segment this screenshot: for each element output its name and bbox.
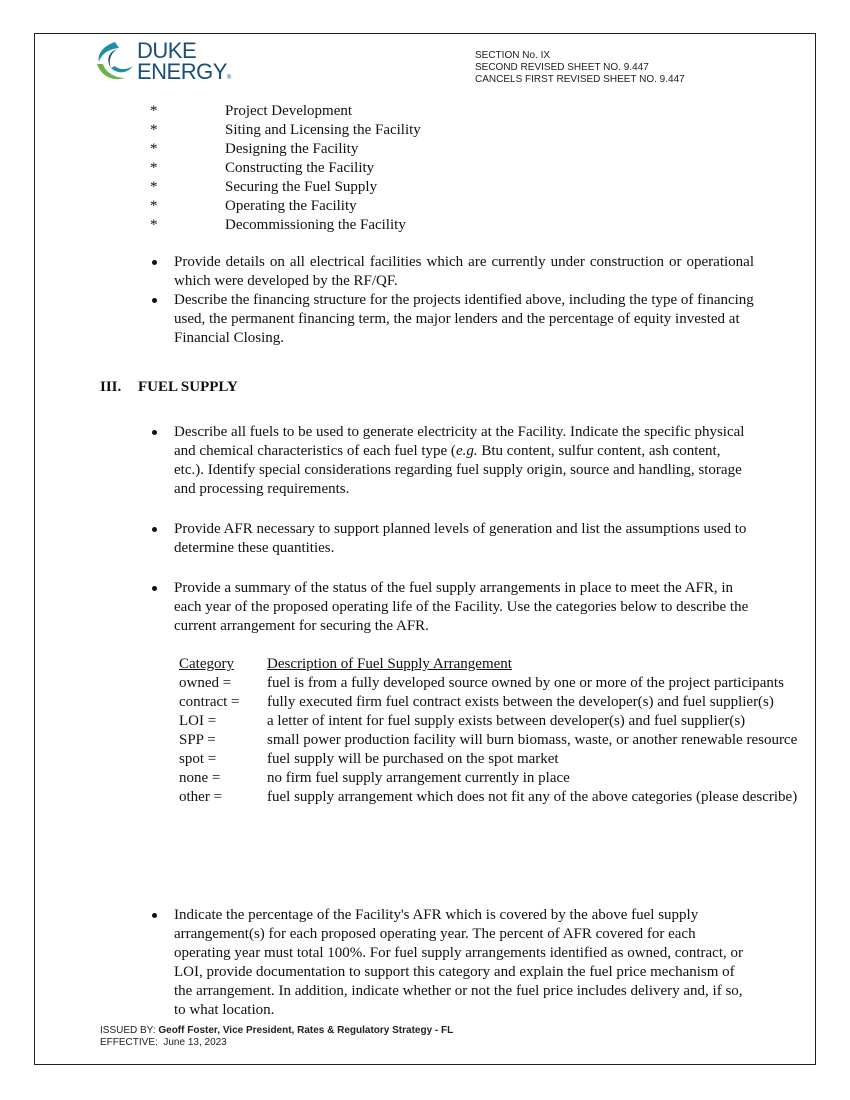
- bullet-text: Describe the financing structure for the projects identified above, including the type of financing used, the permanent financing term, the major lenders and the percentage of equity invested at Financial Closing.: [174, 292, 754, 346]
- list-item: [150, 197, 421, 216]
- category-description: small power production facility will burn biomass, waste, or another renewable resource: [267, 732, 798, 748]
- bullet-item: [148, 906, 754, 1020]
- bullet-text: Provide a summary of the status of the fuel supply arrangements in place to meet the AFR, in each year of the proposed operating life of the Facility. Use the categories below to describe the current arrangement for securing the AFR.: [174, 580, 749, 634]
- table-row: [179, 731, 802, 750]
- asterisk-marker: *: [150, 141, 158, 157]
- asterisk-marker: *: [150, 103, 158, 119]
- bullet-item: [148, 423, 754, 499]
- effective-date: June 13, 2023: [163, 1037, 227, 1048]
- section-heading: [100, 378, 238, 397]
- cancels-sheet-number: CANCELS FIRST REVISED SHEET NO. 9.447: [475, 74, 685, 85]
- category-name: none =: [179, 770, 221, 786]
- category-name: owned =: [179, 675, 232, 691]
- bullet-text-italic: e.g.: [455, 443, 478, 459]
- bullet-item: [148, 579, 754, 636]
- bullet-icon: [148, 579, 174, 636]
- activity-list: [150, 102, 421, 235]
- logo-registered-mark: ®: [226, 75, 232, 81]
- fuel-bullet-2: [148, 520, 754, 558]
- asterisk-marker: *: [150, 179, 158, 195]
- bullet-item: [148, 520, 754, 558]
- list-item: [150, 178, 421, 197]
- category-description: a letter of intent for fuel supply exists between developer(s) and fuel supplier(s): [267, 713, 746, 729]
- issued-by-label: ISSUED BY:: [100, 1025, 159, 1036]
- section-heading-number: III.: [100, 379, 122, 395]
- section-heading-title: FUEL SUPPLY: [138, 379, 238, 395]
- bullet-text: Btu content, sulfur content, ash content, etc.). Identify special considerations regarding fuel supply origin, source and handling, storage and processing requirements.: [174, 443, 742, 497]
- section-number: SECTION No. IX: [475, 50, 551, 61]
- bullet-icon: [148, 291, 174, 348]
- sheet-footer: [100, 1025, 453, 1049]
- effective-label: EFFECTIVE:: [100, 1037, 158, 1048]
- table-row: [179, 674, 802, 693]
- facility-bullet-list: [148, 253, 754, 348]
- list-item-text: Securing the Fuel Supply: [225, 179, 378, 195]
- fuel-bullet-4: [148, 906, 754, 1020]
- duke-energy-logo: [95, 40, 245, 90]
- table-header-row: [179, 655, 802, 674]
- list-item-text: Siting and Licensing the Facility: [225, 122, 421, 138]
- fuel-category-table: [179, 655, 802, 807]
- bullet-text: Provide details on all electrical facilities which are currently under construction or operational which were developed by the RF/QF.: [174, 254, 754, 289]
- fuel-bullet-1: [148, 423, 754, 499]
- asterisk-marker: *: [150, 122, 158, 138]
- category-description: fuel is from a fully developed source owned by one or more of the project participants: [267, 675, 784, 691]
- list-item-text: Designing the Facility: [225, 141, 359, 157]
- logo-line-1: DUKE: [137, 38, 197, 63]
- list-item: [150, 140, 421, 159]
- list-item: [150, 102, 421, 121]
- sheet-header: [475, 50, 685, 86]
- list-item: [150, 159, 421, 178]
- bullet-icon: [148, 253, 174, 291]
- asterisk-marker: *: [150, 217, 158, 233]
- category-name: spot =: [179, 751, 217, 767]
- table-row: [179, 693, 802, 712]
- bullet-item: [148, 253, 754, 291]
- table-row: [179, 712, 802, 731]
- category-name: contract =: [179, 694, 240, 710]
- table-row: [179, 788, 802, 807]
- bullet-text: Indicate the percentage of the Facility's AFR which is covered by the above fuel supply arrangement(s) for each proposed operating year. The percent of AFR covered for each operating year must total 100%. For fuel supply arrangements identified as owned, contract, or LOI, provide documentation to support this category and explain the fuel price mechanism of the arrangement. In addition, indicate whether or not the fuel price includes delivery and, if so, to what location.: [174, 907, 744, 1018]
- table-row: [179, 750, 802, 769]
- list-item-text: Operating the Facility: [225, 198, 357, 214]
- table-row: [179, 769, 802, 788]
- bullet-text: Describe all fuels to be used to generate electricity at the Facility. Indicate the specific physical and chemical characteristics of each fuel type (: [174, 424, 745, 459]
- asterisk-marker: *: [150, 198, 158, 214]
- column-header-category: Category: [179, 656, 234, 672]
- column-header-description: Description of Fuel Supply Arrangement: [267, 656, 512, 672]
- revised-sheet-number: SECOND REVISED SHEET NO. 9.447: [475, 62, 649, 73]
- logo-wordmark: [137, 40, 231, 89]
- bullet-icon: [148, 906, 174, 1020]
- category-name: SPP =: [179, 732, 216, 748]
- list-item-text: Decommissioning the Facility: [225, 217, 406, 233]
- category-description: fully executed firm fuel contract exists between the developer(s) and fuel supplier(s): [267, 694, 774, 710]
- category-description: fuel supply will be purchased on the spot market: [267, 751, 559, 767]
- fuel-bullet-3: [148, 579, 754, 636]
- category-description: fuel supply arrangement which does not fit any of the above categories (please describe): [267, 789, 798, 805]
- list-item: [150, 216, 421, 235]
- bullet-text: Provide AFR necessary to support planned levels of generation and list the assumptions used to determine these quantities.: [174, 521, 747, 556]
- category-description: no firm fuel supply arrangement currently in place: [267, 770, 570, 786]
- duke-energy-logo-icon: [95, 40, 135, 86]
- asterisk-marker: *: [150, 160, 158, 176]
- issued-by-value: Geoff Foster, Vice President, Rates & Regulatory Strategy - FL: [158, 1025, 454, 1036]
- category-name: LOI =: [179, 713, 217, 729]
- logo-line-2: ENERGY: [137, 59, 227, 84]
- list-item-text: Constructing the Facility: [225, 160, 375, 176]
- category-name: other =: [179, 789, 223, 805]
- bullet-icon: [148, 423, 174, 499]
- list-item-text: Project Development: [225, 103, 353, 119]
- bullet-icon: [148, 520, 174, 558]
- bullet-item: [148, 291, 754, 348]
- list-item: [150, 121, 421, 140]
